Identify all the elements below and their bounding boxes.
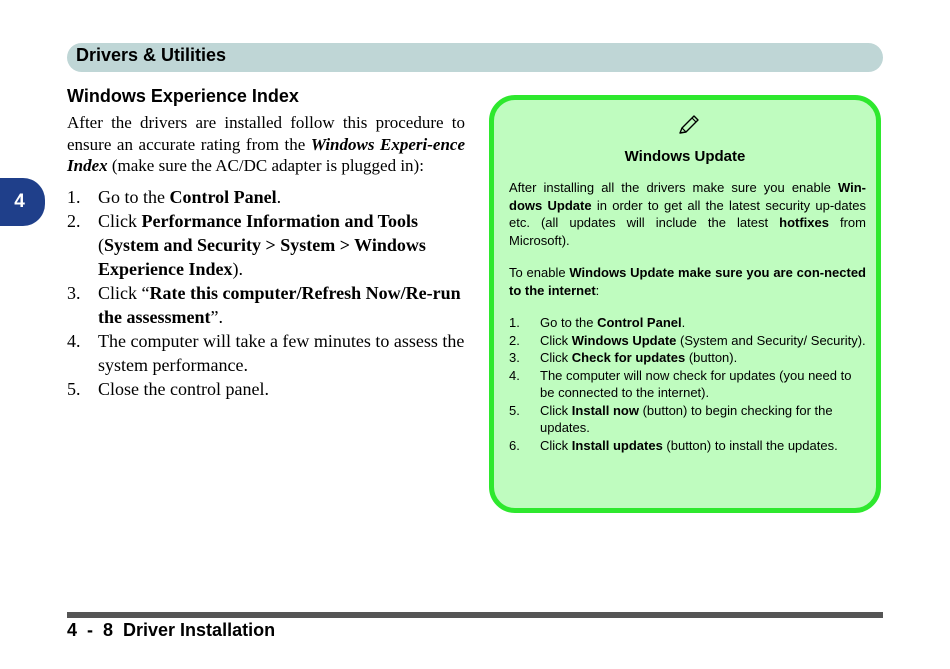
step-number: 4. xyxy=(509,367,520,383)
step-number: 6. xyxy=(509,437,520,453)
note-step xyxy=(509,437,866,455)
footer-rule xyxy=(67,612,883,618)
text-run: ( xyxy=(98,234,104,255)
step-number: 5. xyxy=(509,402,520,418)
text-run: Click xyxy=(540,332,572,348)
windows-update-note xyxy=(489,95,881,513)
emphasis-text: System and Security > System > Windows Experience Index xyxy=(98,234,426,279)
step-text xyxy=(98,281,465,329)
text-run: To enable xyxy=(509,265,570,280)
text-run: The computer will take a few minutes to assess the system performance. xyxy=(98,330,465,375)
text-run: Click xyxy=(540,402,572,418)
text-run: Go to the xyxy=(540,315,598,330)
note-step xyxy=(509,367,866,402)
page-footer: 4 - 8 Driver Installation xyxy=(67,620,276,640)
pencil-icon xyxy=(677,114,701,136)
step-text xyxy=(540,349,866,367)
chapter-tab: 4 xyxy=(0,178,45,226)
step-number: 1. xyxy=(67,186,81,207)
main-content xyxy=(67,86,465,401)
text-run: (System and Security/ Security). xyxy=(676,332,866,348)
step-number: 3. xyxy=(67,282,81,303)
note-paragraph xyxy=(509,264,866,299)
step-number: 1. xyxy=(509,315,520,330)
text-run: (button) to begin checking for the updates. xyxy=(540,402,833,435)
emphasis-text: Control Panel xyxy=(597,315,682,330)
text-run: . xyxy=(681,315,686,330)
emphasis-text: Performance Information and Tools xyxy=(141,210,418,231)
procedure-step xyxy=(67,377,465,401)
text-run: ). xyxy=(232,258,243,279)
text-run: : xyxy=(595,282,600,298)
text-run: Go to the xyxy=(98,186,170,207)
text-run: in order to get all the latest security up-dates etc. (all updates will include the latest xyxy=(509,197,866,230)
step-text xyxy=(540,332,866,350)
step-number: 2. xyxy=(509,332,520,348)
step-text xyxy=(98,377,465,401)
note-step xyxy=(509,332,866,350)
step-text xyxy=(540,367,866,402)
note-steps xyxy=(509,314,866,454)
emphasis-text: Windows Experi-ence Index xyxy=(67,134,465,175)
emphasis-text: hotfixes xyxy=(779,215,829,230)
step-number: 4. xyxy=(67,330,81,351)
note-body xyxy=(509,179,866,454)
text-run: Click xyxy=(540,350,572,365)
text-run: (button). xyxy=(685,350,738,365)
emphasis-text: Install now xyxy=(571,402,639,418)
procedure-step xyxy=(67,329,465,377)
step-text xyxy=(98,209,465,281)
page-heading: Windows Experience Index xyxy=(67,86,299,106)
section-title: Drivers & Utilities xyxy=(76,45,227,65)
procedure-step xyxy=(67,281,465,329)
step-text xyxy=(540,314,866,332)
text-run: from Microsoft). xyxy=(509,215,866,248)
step-text xyxy=(540,402,866,437)
intro-paragraph xyxy=(67,112,465,177)
note-step xyxy=(509,402,866,437)
text-run: . xyxy=(276,186,282,207)
note-paragraph xyxy=(509,179,866,249)
step-number: 2. xyxy=(67,210,81,231)
procedure-steps xyxy=(67,185,465,401)
step-number: 3. xyxy=(509,350,520,365)
text-run: Click “ xyxy=(98,282,150,303)
text-run: Click xyxy=(98,210,142,231)
emphasis-text: Install updates xyxy=(571,437,663,453)
emphasis-text: Windows Update make sure you are con-nected to the internet xyxy=(509,265,866,298)
text-run: Close the control panel. xyxy=(98,378,269,399)
step-text xyxy=(98,185,465,209)
step-text xyxy=(98,329,465,377)
text-run: Click xyxy=(540,437,572,453)
emphasis-text: Win-dows Update xyxy=(509,180,866,213)
emphasis-text: Rate this computer/Refresh Now/Re-run the assessment xyxy=(98,282,461,327)
text-run: ”. xyxy=(210,306,223,327)
text-run: (button) to install the updates. xyxy=(662,437,838,453)
note-step xyxy=(509,314,866,332)
step-number: 5. xyxy=(67,378,81,399)
step-text xyxy=(540,437,866,455)
emphasis-text: Check for updates xyxy=(571,350,686,365)
procedure-step xyxy=(67,209,465,281)
text-run: The computer will now check for updates (you need to be connected to the internet). xyxy=(540,367,852,400)
emphasis-text: Windows Update xyxy=(571,332,677,348)
procedure-step xyxy=(67,185,465,209)
text-run: After the drivers are installed follow this procedure to ensure an accurate rating from the xyxy=(67,113,465,154)
text-run: (make sure the AC/DC adapter is plugged in): xyxy=(107,156,424,175)
text-run: After installing all the drivers make sure you enable xyxy=(509,180,838,195)
note-step xyxy=(509,349,866,367)
note-title: Windows Update xyxy=(624,148,746,165)
emphasis-text: Control Panel xyxy=(169,186,277,207)
